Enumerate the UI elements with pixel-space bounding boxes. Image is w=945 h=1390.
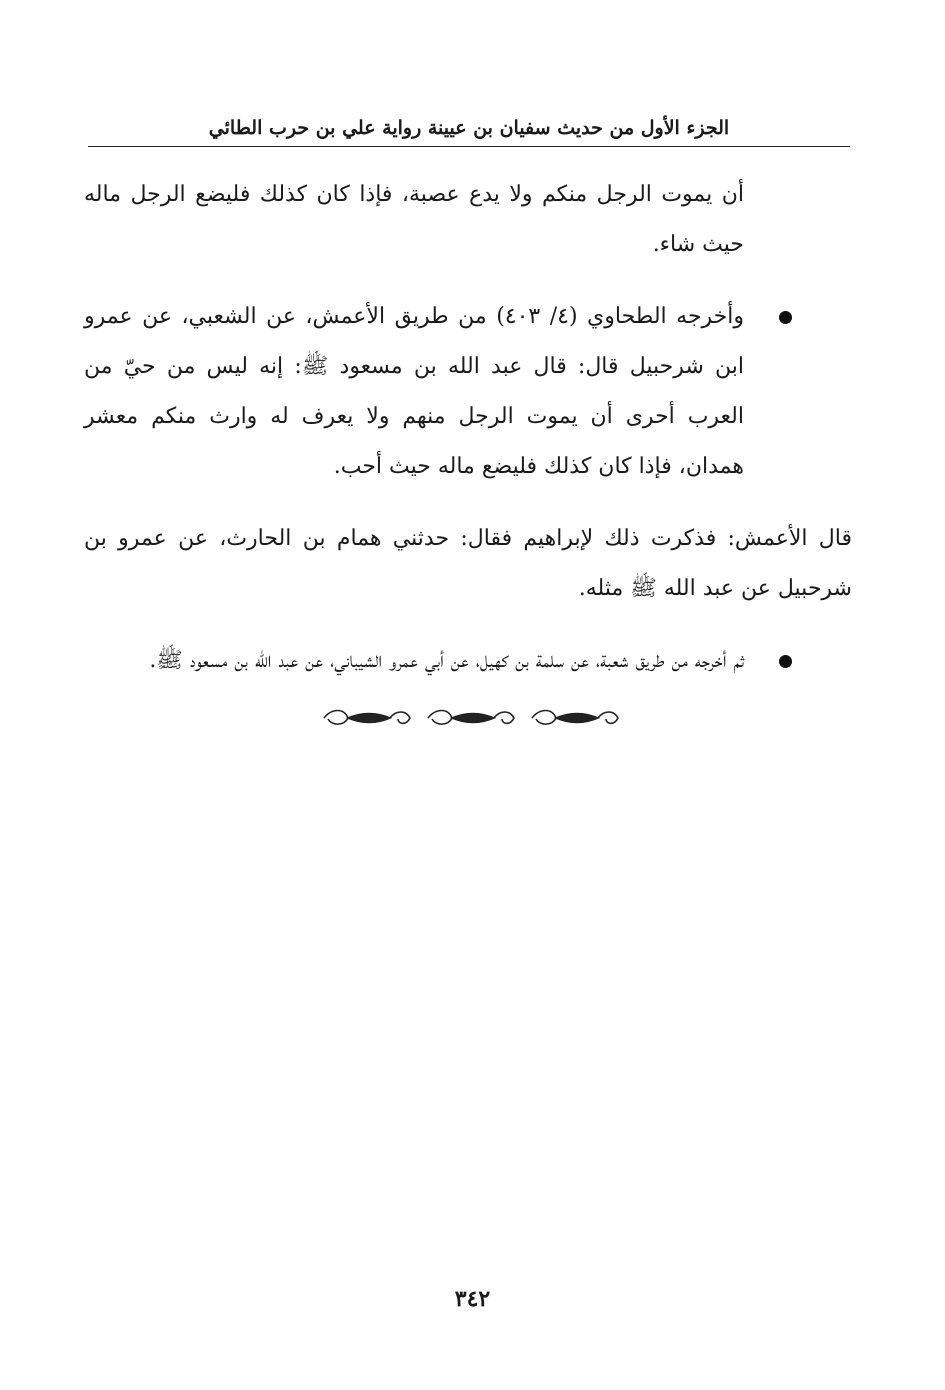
bullet-item-2	[84, 636, 804, 686]
floral-divider-icon	[318, 704, 626, 732]
page-body	[84, 170, 852, 686]
running-header: الجزء الأول من حديث سفيان بن عيينة رواية علي بن حرب الطائي	[208, 117, 730, 139]
continuation-paragraph: أن يموت الرجل منكم ولا يدع عصبة، فإذا كان كذلك فليضع الرجل ماله حيث شاء.	[84, 182, 744, 257]
bullet-icon	[779, 655, 792, 668]
bullet-text-2: ثم أخرجه من طريق شعبة، عن سلمة بن كهيل، عن أبي عمرو الشيباني، عن عبد الله بن مسعود ﷺ.	[149, 648, 744, 673]
bullet-text-1: وأخرجه الطحاوي (٤/ ٤٠٣) من طريق الأعمش، عن الشعبي، عن عمرو ابن شرحبيل قال: قال عبد الله بن مسعود ﷺ: إنه ليس من حيّ من العرب أحرى أن يموت الرجل منهم ولا يعرف له وارث منكم معشر همدان، فإذا كان كذلك فليضع ماله حيث أحب.	[84, 304, 745, 479]
bullet-item-1	[84, 292, 804, 492]
header-rule	[88, 146, 850, 147]
page-number: ٣٤٢	[454, 1286, 491, 1312]
bullet-icon	[779, 311, 792, 324]
paragraph-2: قال الأعمش: فذكرت ذلك لإبراهيم فقال: حدثني همام بن الحارث، عن عمرو بن شرحبيل عن عبد الله ﷺ مثله.	[84, 526, 852, 601]
